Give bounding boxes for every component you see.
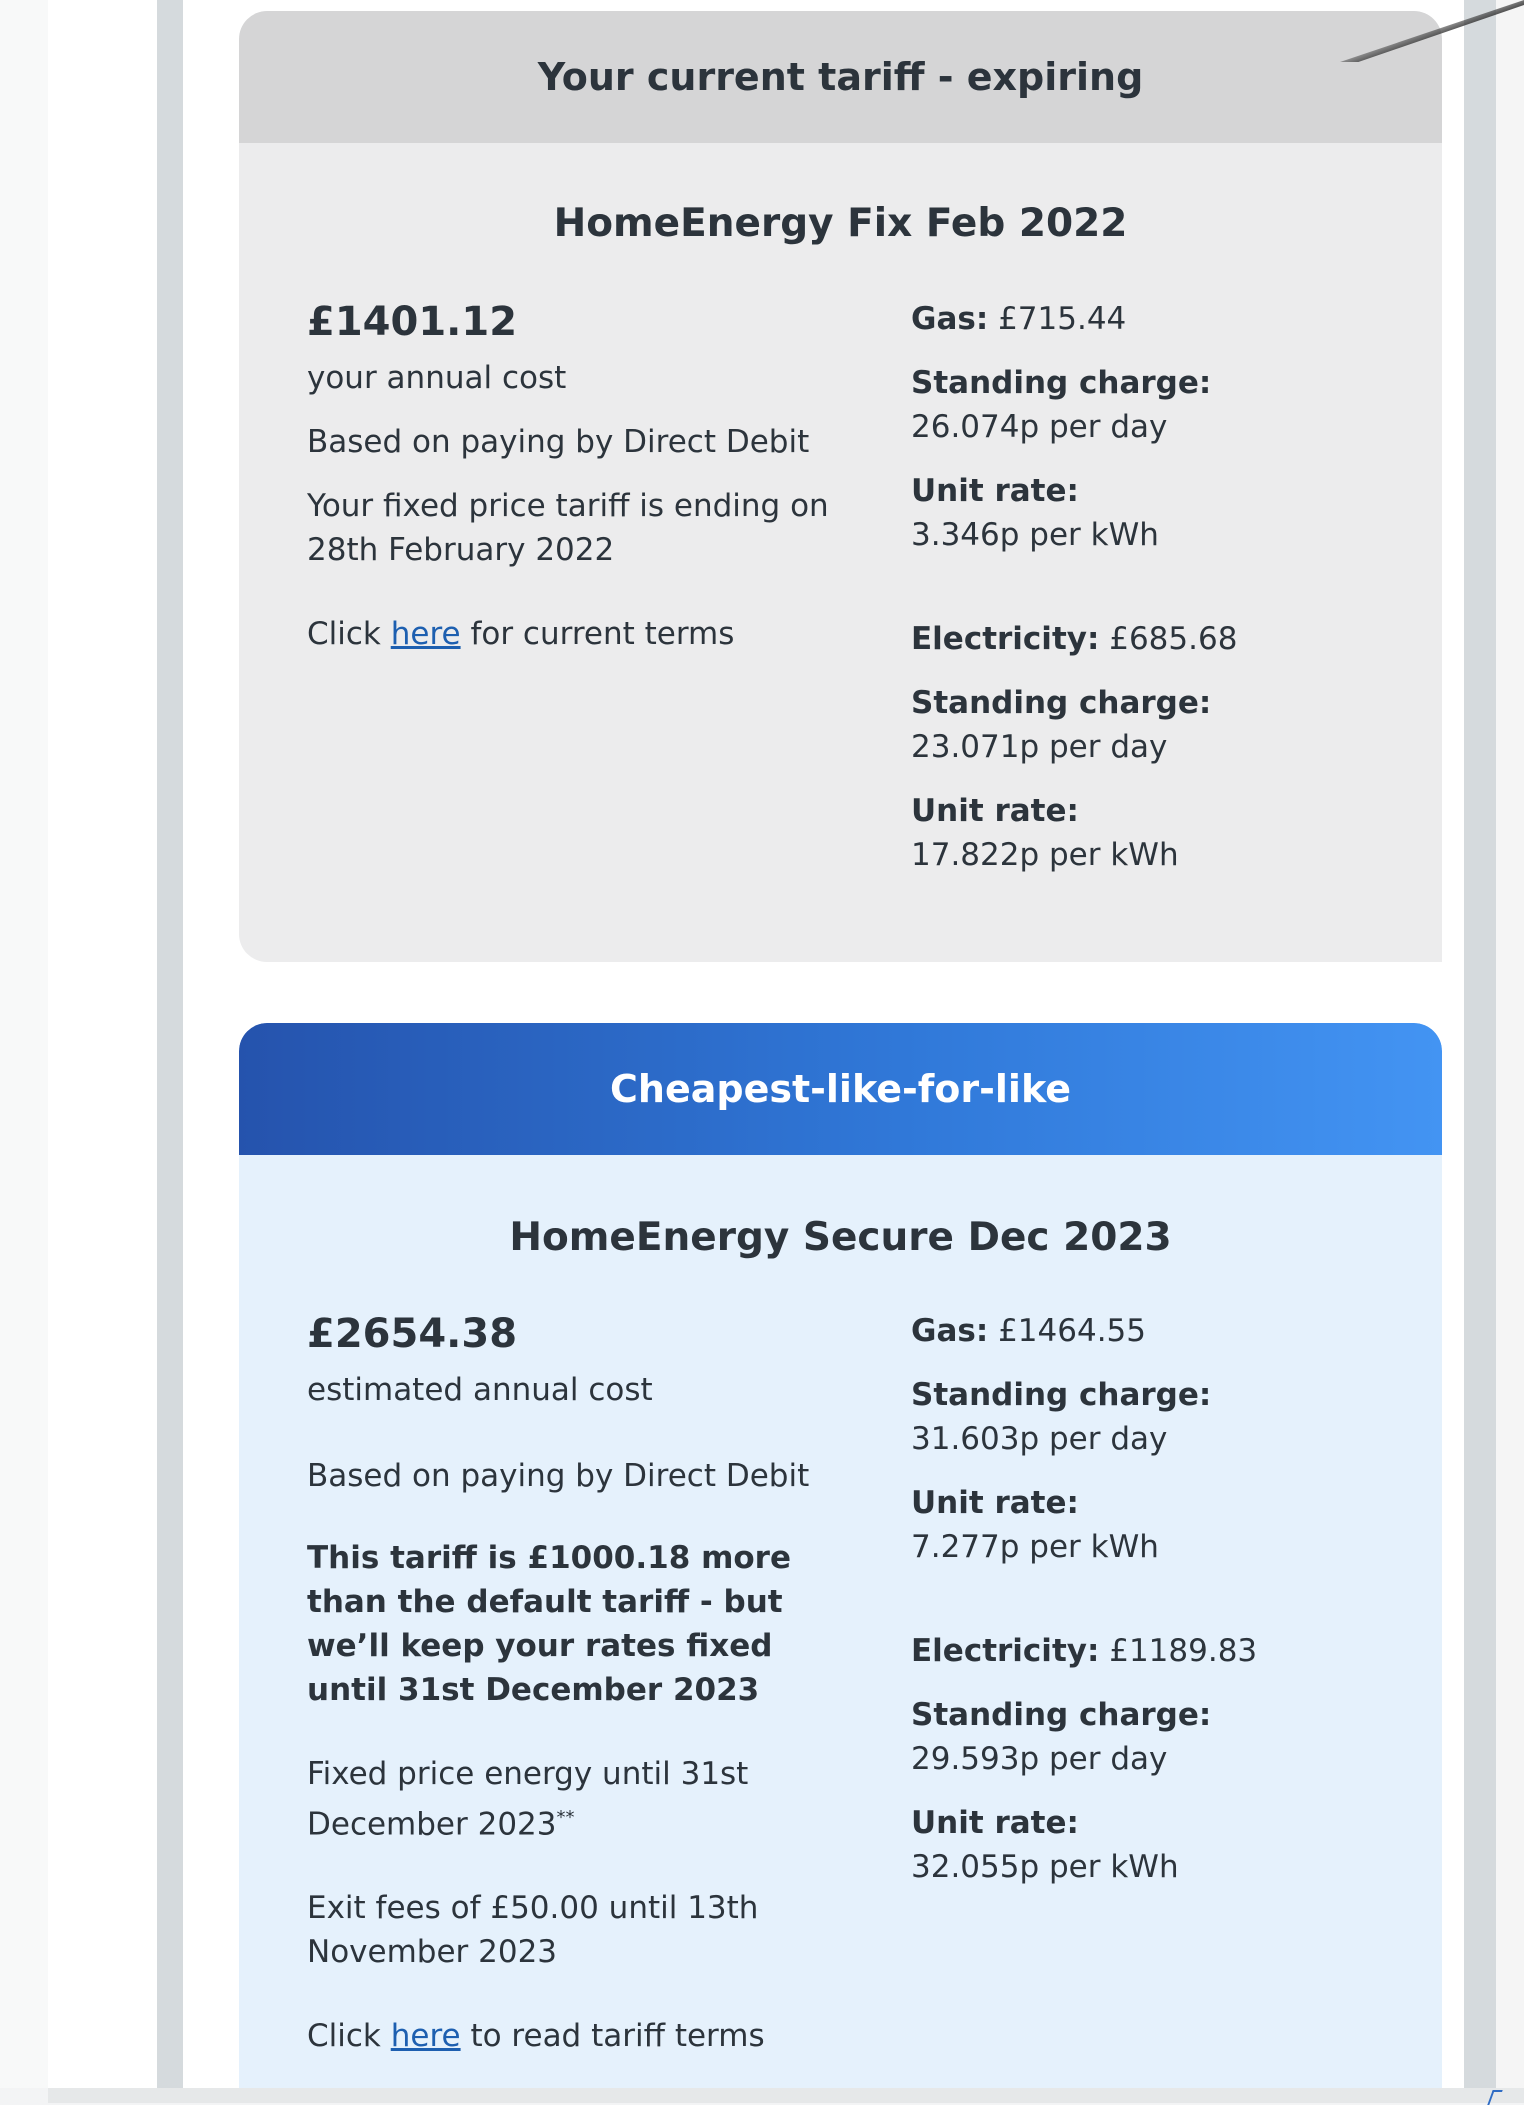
cheapest-tariff-name: HomeEnergy Secure Dec 2023 (509, 1215, 1172, 1260)
current-tariff-header: Your current tariff - expiring (239, 11, 1442, 143)
cheapest-fixed-until (307, 1752, 847, 1846)
current-gas-label: Gas: (911, 301, 989, 337)
cheapest-gas-unit (911, 1481, 1411, 1569)
frame-border-right (1464, 0, 1496, 2088)
cheapest-fixed-footnote-mark: ** (556, 1807, 575, 1828)
current-tariff-card (239, 11, 1442, 962)
current-gas-standing (911, 361, 1411, 449)
current-annual-price: £1401.12 (307, 299, 518, 345)
current-tariff-name: HomeEnergy Fix Feb 2022 (553, 201, 1128, 246)
cheapest-electricity-total (911, 1629, 1411, 1673)
current-electricity-label: Electricity: (911, 621, 1100, 657)
current-electricity-unit-value: 17.822p per kWh (911, 837, 1179, 873)
current-electricity-standing-value: 23.071p per day (911, 729, 1168, 765)
cheapest-terms-link[interactable]: here (390, 2018, 461, 2055)
cheapest-electricity-standing (911, 1693, 1411, 1781)
current-electricity-unit (911, 789, 1411, 877)
cheapest-gas-unit-label: Unit rate: (911, 1485, 1079, 1521)
current-payment-method: Based on paying by Direct Debit (307, 424, 810, 460)
current-terms-link[interactable]: here (390, 616, 461, 652)
cheapest-payment-method: Based on paying by Direct Debit (307, 1458, 810, 1494)
cheapest-breakdown (911, 1309, 1411, 1909)
current-electricity-standing (911, 681, 1411, 769)
cheapest-gas-amount: £1464.55 (998, 1313, 1146, 1349)
current-gas-standing-value: 26.074p per day (911, 409, 1168, 445)
current-summary (307, 296, 847, 676)
scroll-bottom-bar[interactable] (48, 2088, 1524, 2103)
cheapest-price-warning: This tariff is £1000.18 more than the default tariff - but we’ll keep your rates fixed until 31st December 2023 (307, 1540, 791, 1708)
current-click-text: Click (307, 616, 381, 652)
current-terms-line (307, 612, 847, 656)
page-margin-left (0, 0, 48, 2088)
current-gas-unit-label: Unit rate: (911, 473, 1079, 509)
cheapest-electricity-unit (911, 1801, 1411, 1889)
current-gas-unit (911, 469, 1411, 557)
cheapest-electricity-standing-label: Standing charge: (911, 1697, 1212, 1733)
cheapest-electricity-unit-value: 32.055p per kWh (911, 1849, 1179, 1885)
current-gas-amount: £715.44 (998, 301, 1127, 337)
page-margin-right (1496, 0, 1524, 2088)
cheapest-electricity-unit-label: Unit rate: (911, 1805, 1079, 1841)
current-electricity-standing-label: Standing charge: (911, 685, 1212, 721)
current-gas-standing-label: Standing charge: (911, 365, 1212, 401)
cheapest-electricity-label: Electricity: (911, 1633, 1100, 1669)
cheapest-summary (307, 1308, 847, 2078)
current-gas-unit-value: 3.346p per kWh (911, 517, 1159, 553)
cheapest-click-text: Click (307, 2018, 381, 2055)
cheapest-gas-total (911, 1309, 1411, 1353)
cheapest-annual-price: £2654.38 (307, 1311, 518, 1357)
cheapest-exit-fees: Exit fees of £50.00 until 13th November 2023 (307, 1890, 759, 1971)
current-electricity-total (911, 617, 1411, 661)
cheapest-gas-standing-label: Standing charge: (911, 1377, 1212, 1413)
current-terms-text: for current terms (470, 616, 735, 652)
cheapest-terms-line (307, 2014, 847, 2058)
cheapest-electricity-standing-value: 29.593p per day (911, 1741, 1168, 1777)
cheapest-tariff-card (239, 1023, 1442, 2088)
cheapest-gas-standing-value: 31.603p per day (911, 1421, 1168, 1457)
cheapest-tariff-header: Cheapest-like-for-like (239, 1023, 1442, 1155)
current-electricity-unit-label: Unit rate: (911, 793, 1079, 829)
cheapest-gas-standing (911, 1373, 1411, 1461)
cheapest-fixed-text: Fixed price energy until 31st December 2023 (307, 1756, 749, 1843)
cheapest-price-caption: estimated annual cost (307, 1372, 653, 1408)
frame-border-left (157, 0, 183, 2088)
current-ending-notice: Your fixed price tariff is ending on 28th February 2022 (307, 488, 829, 568)
cheapest-gas-label: Gas: (911, 1313, 989, 1349)
current-breakdown (911, 297, 1411, 897)
cheapest-electricity-amount: £1189.83 (1109, 1633, 1258, 1669)
current-price-caption: your annual cost (307, 360, 567, 396)
current-electricity-amount: £685.68 (1109, 621, 1238, 657)
cheapest-gas-unit-value: 7.277p per kWh (911, 1529, 1159, 1565)
current-gas-total (911, 297, 1411, 341)
cheapest-terms-text: to read tariff terms (470, 2018, 765, 2055)
